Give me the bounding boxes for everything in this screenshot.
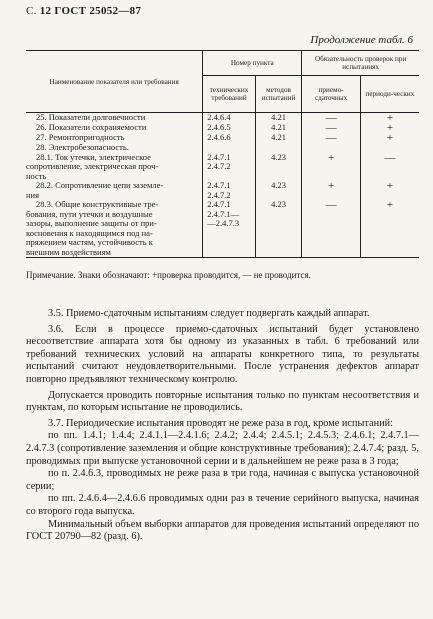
row-tech-item: 2.4.7.1 bbox=[207, 199, 231, 209]
page-label: С. bbox=[26, 5, 37, 17]
row-tech-item: 2.4.6.6 bbox=[207, 132, 231, 142]
row-tech-items bbox=[203, 200, 256, 258]
row-tech-items bbox=[203, 181, 256, 200]
row-method: 4.21 bbox=[255, 113, 301, 124]
row-name-line: сопротивление, электрическая проч- bbox=[26, 161, 159, 171]
row-name-line: пряжением частям, устойчивость к bbox=[26, 237, 153, 247]
paragraph: Допускается проводить повторные испытания только по пунктам несоответствия и пунктам, по которым испытание не проводились. bbox=[26, 389, 419, 414]
row-name-line: внешним воздействиям bbox=[26, 246, 111, 257]
header-checks: Обязательность проверок при испытаниях bbox=[302, 51, 419, 76]
row-tech-items bbox=[203, 133, 256, 143]
standard-code: ГОСТ 25052—87 bbox=[54, 5, 142, 17]
header-item-number: Номер пункта bbox=[203, 51, 302, 76]
row-periodic: + bbox=[360, 133, 419, 143]
table-continuation-title: Продолжение табл. 6 bbox=[310, 34, 413, 46]
row-name-line: косновения к находящимся под на- bbox=[26, 227, 153, 238]
row-name-line: 28.1. Ток утечки, электрическое bbox=[36, 151, 151, 162]
page-header bbox=[26, 5, 141, 17]
row-name-line: 28.3. Общие конструктивные тре- bbox=[36, 199, 159, 209]
row-tech-item: —2.4.7.3 bbox=[207, 218, 240, 228]
row-acceptance: — bbox=[302, 113, 361, 124]
row-periodic: + bbox=[360, 123, 419, 133]
row-tech-item: 2.4.6.5 bbox=[207, 122, 231, 132]
row-tech-item: 2.4.7.2 bbox=[207, 161, 231, 171]
row-method: 4.23 bbox=[255, 200, 301, 258]
row-method: 4.23 bbox=[255, 153, 301, 182]
table-row bbox=[26, 181, 419, 200]
requirements-table bbox=[26, 50, 419, 258]
row-method: 4.23 bbox=[255, 181, 301, 200]
row-tech-item: 2.4.6.4 bbox=[207, 112, 231, 122]
row-periodic: + bbox=[360, 200, 419, 258]
header-name: Наименование показателя или требования bbox=[26, 51, 203, 113]
row-periodic: + bbox=[360, 113, 419, 124]
row-name bbox=[26, 153, 203, 182]
row-tech-item: 2.4.7.1 bbox=[207, 180, 231, 190]
header-tech: технических требований bbox=[203, 76, 256, 113]
table-row bbox=[26, 200, 419, 258]
row-method: 4.21 bbox=[255, 123, 301, 133]
table-row bbox=[26, 153, 419, 182]
row-method: 4.21 bbox=[255, 133, 301, 143]
row-name-line: 28. Электробезопасность. bbox=[36, 142, 129, 152]
header-acceptance: приемо-сдаточных bbox=[302, 76, 361, 113]
header-methods: методов испытаний bbox=[255, 76, 301, 113]
row-tech-item: 2.4.7.1— bbox=[207, 208, 240, 219]
row-acceptance: — bbox=[302, 200, 361, 258]
row-tech-item: 2.4.7.2 bbox=[207, 189, 231, 200]
paragraph: 3.7. Периодические испытания проводят не реже раза в год, кроме испытаний: bbox=[48, 417, 393, 429]
row-tech-items bbox=[203, 153, 256, 182]
row-name-line: 25. Показатели долговечности bbox=[36, 112, 146, 122]
paragraph: 3.5. Приемо-сдаточным испытаниям следует подвергать каждый аппарат. bbox=[48, 308, 370, 319]
paragraph: по пп. 2.4.6.4—2.4.6.6 проводимых одни раз в течение серийного выпуска, начиная со второго года выпуска. bbox=[26, 493, 419, 517]
row-name-line: ность bbox=[26, 170, 47, 181]
paragraph: Минимальный объем выборки аппаратов для проведения испытаний определяют по ГОСТ 20790—82 (разд. 6). bbox=[26, 518, 419, 543]
row-name-line: ния bbox=[26, 189, 40, 200]
header-periodic: периоди-ческих bbox=[360, 76, 419, 113]
row-name bbox=[26, 200, 203, 258]
row-periodic: + bbox=[360, 181, 419, 200]
paragraph: по пп. 1.4.1; 1.4.4; 2.4.1.1—2.4.1.6; 2.4.2; 2.4.4; 2.4.5.1; 2.4.5.3; 2.4.6.1; 2.4.7.1—2.4.7.3 (сопротивление заземления и общие конструктивные требования); 2.4.7.4; разд. 5, проводимых при выпуске установочной серии и в дальнейшем не реже раза в 3 года; bbox=[26, 430, 419, 467]
row-acceptance: + bbox=[302, 181, 361, 200]
row-name-line: 27. Ремонтопригодность bbox=[36, 132, 125, 142]
page-number: 12 bbox=[39, 5, 52, 17]
body-text bbox=[26, 308, 419, 544]
row-name-line: 28.2. Сопротивление цепи заземле- bbox=[36, 180, 164, 190]
row-acceptance: + bbox=[302, 153, 361, 182]
row-name bbox=[26, 181, 203, 200]
table-note: Примечание. Знаки обозначают: +проверка проводится, — не проводится. bbox=[26, 270, 311, 280]
row-name-line: 26. Показатели сохраняемости bbox=[36, 122, 147, 132]
paragraph: 3.6. Если в процессе приемо-сдаточных испытаний будет установлено несоответствие аппарата хотя бы одному из указанных в табл. 6 требований или требований технических условий на аппараты конкретного типа, то результаты испытаний считают неудовлетворительными. После устранения дефектов аппарат повторно предъявляют техническому контролю. bbox=[26, 323, 419, 385]
row-tech-item: 2.4.7.1 bbox=[207, 151, 231, 162]
row-name-line: бования, пути утечки и воздушные bbox=[26, 208, 153, 219]
row-acceptance: — bbox=[302, 123, 361, 133]
row-acceptance: — bbox=[302, 133, 361, 143]
row-periodic: — bbox=[360, 153, 419, 182]
row-name-line: зазоры, выполнение защиты от при- bbox=[26, 218, 157, 228]
paragraph: по п. 2.4.6.3, проводимых не реже раза в три года, начиная с выпуска установочной серии; bbox=[26, 468, 419, 492]
